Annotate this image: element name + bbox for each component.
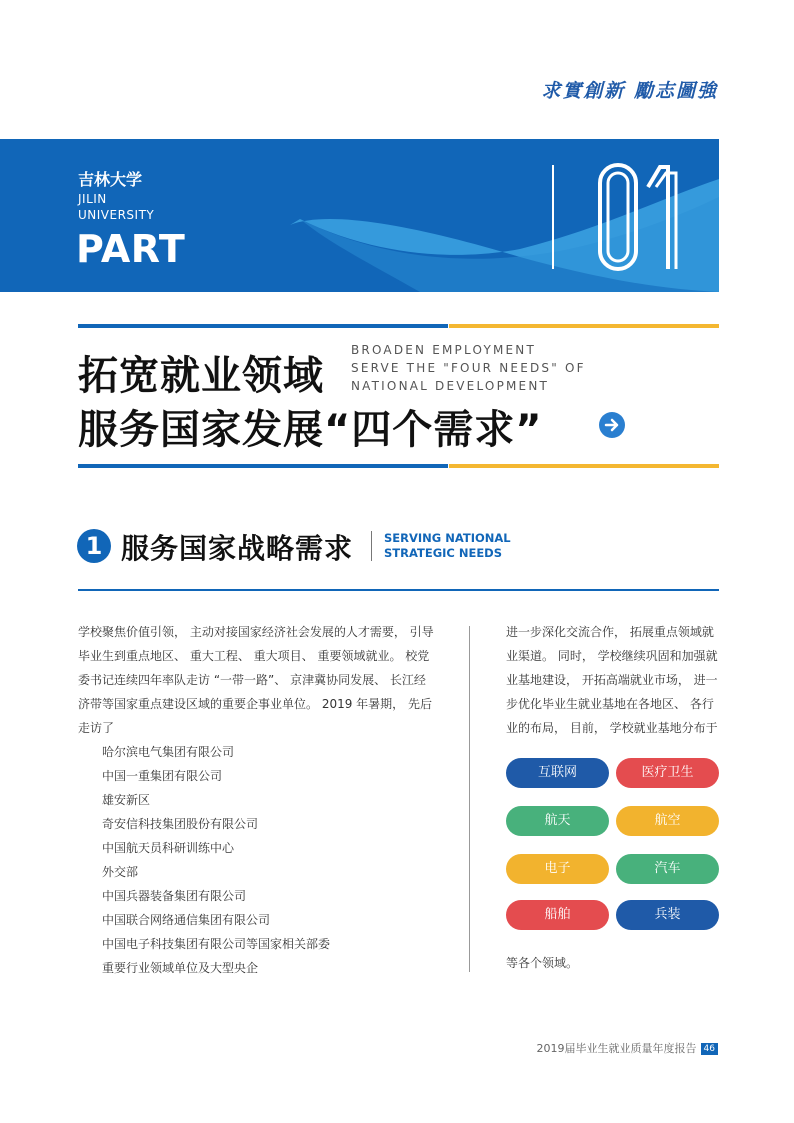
- heading-rule-bottom: [78, 464, 719, 468]
- column-divider: [469, 626, 470, 972]
- part-number: [596, 157, 686, 277]
- field-tag-automotive: 汽车: [616, 854, 719, 884]
- list-item: 中国兵器装备集团有限公司: [102, 889, 247, 903]
- university-name-cn: 吉林大学: [78, 170, 143, 189]
- right-column-text: 进一步深化交流合作， 拓展重点领域就业渠道。 同时， 学校继续巩固和加强就业基地建设， 开拓高端就业市场， 进一步优化毕业生就业基地在各地区、 各行业的布局， 目前， 学校就业基地分布于: [506, 625, 718, 735]
- page-subtitle-en: [351, 341, 586, 395]
- list-item: 奇安信科技集团股份有限公司: [102, 817, 259, 831]
- section-title: 服务国家战略需求: [121, 532, 354, 565]
- part-banner: [0, 139, 719, 292]
- list-item: 中国航天员科研训练中心: [102, 841, 235, 855]
- list-item: 中国联合网络通信集团有限公司: [102, 913, 271, 927]
- list-item: 重要行业领域单位及大型央企: [102, 961, 259, 975]
- school-motto: 求實創新 勵志圖強: [541, 80, 718, 102]
- field-tag-shipbuilding: 船舶: [506, 900, 609, 930]
- list-item: 中国一重集团有限公司: [102, 769, 223, 783]
- page-title-line1: 拓宽就业领域: [78, 353, 324, 399]
- arrow-right-icon[interactable]: [599, 412, 625, 438]
- part-number-text: 01: [596, 157, 598, 158]
- field-tag-internet: 互联网: [506, 758, 609, 788]
- list-item: 中国电子科技集团有限公司等国家相关部委: [102, 937, 331, 951]
- page-footer: [537, 1040, 718, 1056]
- field-tag-medical: 医疗卫生: [616, 758, 719, 788]
- field-tag-aviation: 航空: [616, 806, 719, 836]
- section-title-en: [384, 531, 511, 561]
- fields-suffix: 等各个领域。: [506, 956, 579, 970]
- page-title-line2: 服务国家发展“四个需求”: [78, 407, 543, 453]
- list-item: 哈尔滨电气集团有限公司: [102, 745, 235, 759]
- subtitle-en-line2: SERVE THE "FOUR NEEDS" OF: [351, 361, 586, 375]
- heading-rule-top: [78, 324, 719, 328]
- section-en-line1: SERVING NATIONAL: [384, 531, 511, 545]
- banner-divider: [552, 165, 554, 269]
- field-tag-aerospace: 航天: [506, 806, 609, 836]
- section-rule: [78, 589, 719, 591]
- subtitle-en-line1: BROADEN EMPLOYMENT: [351, 343, 537, 357]
- left-column: [78, 620, 434, 980]
- visited-list: [78, 740, 434, 980]
- field-tag-electronics: 电子: [506, 854, 609, 884]
- intro-paragraph: 学校聚焦价值引领， 主动对接国家经济社会发展的人才需要， 引导毕业生到重点地区、 重大工程、 重大项目、 重要领域就业。 校党委书记连续四年率队走访 “一带一路”、 京津冀协同发展、 长江经济带等国家重点建设区域的重要企事业单位。 2019 年暑期， 先后走访了: [78, 625, 434, 735]
- list-item: 外交部: [102, 865, 139, 879]
- report-title: 2019届毕业生就业质量年度报告: [536, 1042, 697, 1055]
- section-en-line2: STRATEGIC NEEDS: [384, 546, 503, 560]
- field-tag-ordnance: 兵装: [616, 900, 719, 930]
- page-number: 46: [701, 1043, 718, 1055]
- section-divider: [371, 531, 372, 561]
- university-en-line1: JILIN: [78, 192, 107, 206]
- university-name-en: [78, 191, 154, 223]
- list-item: 雄安新区: [102, 793, 151, 807]
- subtitle-en-line3: NATIONAL DEVELOPMENT: [351, 379, 550, 393]
- part-label: PART: [76, 227, 186, 271]
- university-en-line2: UNIVERSITY: [78, 208, 155, 222]
- section-number-badge: 1: [77, 529, 111, 563]
